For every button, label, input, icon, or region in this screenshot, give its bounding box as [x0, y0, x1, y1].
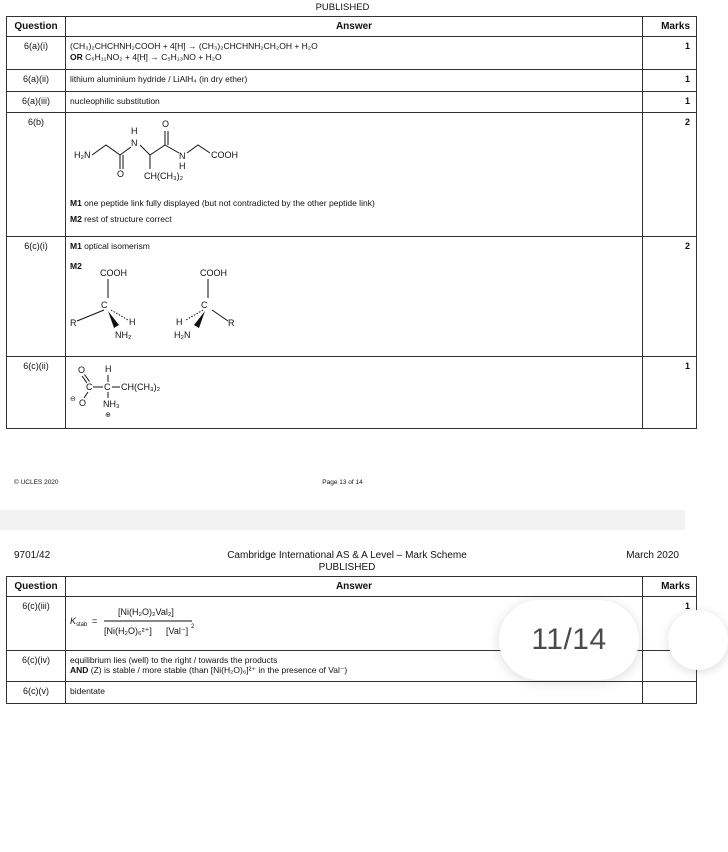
m1-label: M1	[70, 241, 82, 251]
h2n-label: H₂N	[74, 150, 91, 160]
alpha-c: C	[104, 382, 111, 392]
mark-point-2	[70, 214, 638, 225]
page-indicator-pill[interactable]	[499, 600, 639, 680]
question-number: 6(c)(iv)	[7, 650, 66, 681]
marks-value: 2	[643, 237, 697, 357]
question-number: 6(c)(iii)	[7, 597, 66, 651]
amide-n-2: N	[179, 151, 186, 161]
table-row	[7, 237, 697, 357]
double-bond-oxygen: O	[78, 365, 86, 375]
isomer1-nh2: NH₂	[115, 330, 132, 341]
answer-table-page-13	[6, 16, 697, 429]
amide-n-1: N	[131, 138, 138, 148]
table-row	[7, 70, 697, 92]
answer-cell	[66, 237, 643, 357]
isomer1-r: R	[70, 318, 77, 329]
answer-text: nucleophilic substitution	[66, 92, 643, 113]
mark-point-1	[70, 241, 638, 252]
marks-value	[643, 681, 697, 703]
question-number: 6(b)	[7, 113, 66, 237]
zwitterion-structure	[70, 361, 210, 421]
syllabus-code: 9701/42	[14, 550, 51, 561]
answer-cell	[66, 357, 643, 429]
m1-text: optical isomerism	[81, 241, 150, 251]
question-number: 6(a)(iii)	[7, 92, 66, 113]
copyright-footer: © UCLES 2020	[14, 479, 59, 486]
marks-value: 1	[643, 597, 697, 651]
side-chain-label: CH(CH₃)₂	[144, 171, 184, 181]
ammonium-label: NH₃	[103, 399, 120, 409]
or-keyword: OR	[70, 51, 83, 62]
table-row	[7, 113, 697, 237]
marks-header: Marks	[643, 17, 697, 37]
m1-text: one peptide link fully displayed (but not contradicted by the other peptide link)	[81, 197, 375, 208]
ligand-exponent: 2	[191, 624, 195, 630]
marks-value: 2	[643, 113, 697, 237]
isomer2-cooh: COOH	[200, 268, 227, 279]
equation-line: (CH₃)₂CHCHNH₂COOH + 4[H] → (CH₃)₂CHCHNH₂CH₂OH + H₂O	[70, 41, 318, 51]
isomer2-h: H	[176, 317, 183, 328]
page-indicator-label: 11/14	[531, 623, 607, 656]
alpha-h: H	[105, 364, 112, 374]
isomer1-c: C	[101, 300, 108, 311]
next-page-button[interactable]	[668, 610, 728, 670]
answer-line-2-text: (Z) is stable / more stable (than [Ni(H₂O)₆]²⁺ in the presence of Val⁻)	[88, 665, 348, 676]
mark-scheme-page-14	[0, 530, 690, 852]
amide-h-2: H	[179, 161, 186, 171]
marks-value: 1	[643, 92, 697, 113]
question-header: Question	[7, 17, 66, 37]
document-title	[0, 550, 694, 574]
isomer1-cooh: COOH	[100, 268, 127, 279]
m2-text: rest of structure correct	[81, 214, 172, 225]
marks-value: 1	[643, 70, 697, 92]
amide-h-1: H	[131, 126, 138, 136]
table-header-row	[7, 17, 697, 37]
page-gap	[0, 510, 685, 530]
marks-header: Marks	[643, 577, 697, 597]
m2-label: M2	[70, 260, 82, 271]
isomer2-r: R	[228, 318, 235, 329]
and-keyword: AND	[70, 665, 89, 676]
question-number: 6(a)(ii)	[7, 70, 66, 92]
marks-value: 1	[643, 357, 697, 429]
tripeptide-structure	[70, 115, 370, 183]
answer-text: bidentate	[66, 681, 643, 703]
k-symbol: K	[70, 616, 77, 626]
title-line: Cambridge International AS & A Level – Mark Scheme	[227, 550, 467, 561]
table-row	[7, 357, 697, 429]
answer-cell	[66, 37, 643, 70]
marks-value: 1	[643, 37, 697, 70]
table-row	[7, 92, 697, 113]
question-number: 6(c)(i)	[7, 237, 66, 357]
isomer2-h2n: H₂N	[174, 330, 191, 341]
k-subscript: stab	[76, 622, 88, 628]
answer-cell	[66, 113, 643, 237]
carbonyl-oxygen-2: O	[162, 119, 170, 129]
alternative-equation	[70, 52, 638, 63]
table-row	[7, 681, 697, 703]
session-date: March 2020	[626, 550, 679, 561]
minus-charge: ⊖	[70, 396, 76, 403]
carboxyl-label: COOH	[211, 150, 238, 160]
answer-header: Answer	[66, 17, 643, 37]
question-number: 6(a)(i)	[7, 37, 66, 70]
numerator: [Ni(H₂O)₂Val₂]	[118, 607, 174, 617]
kstab-expression	[70, 601, 230, 643]
answer-line-1: equilibrium lies (well) to the right / towards the products	[70, 654, 278, 665]
equals-sign: =	[92, 616, 98, 626]
optical-isomers-diagram	[70, 268, 270, 342]
published-label: PUBLISHED	[315, 2, 370, 13]
table-header-row	[7, 577, 697, 597]
single-bond-oxygen: O	[79, 398, 87, 408]
answer-header: Answer	[66, 577, 643, 597]
side-chain-label: CH(CH₃)₂	[121, 382, 161, 392]
question-header: Question	[7, 577, 66, 597]
carboxylate-c: C	[86, 382, 93, 392]
answer-text: lithium aluminium hydride / LiAlH₄ (in dry ether)	[66, 70, 643, 92]
isomer2-c: C	[201, 300, 208, 311]
plus-charge: ⊕	[105, 412, 111, 419]
denominator-ligand: [Val⁻]	[166, 626, 189, 636]
denominator-complex: [Ni(H₂O)₆²⁺]	[104, 626, 152, 636]
question-number: 6(c)(v)	[7, 681, 66, 703]
alt-equation-text: C₅H₁₁NO₂ + 4[H] → C₅H₁₃NO + H₂O	[82, 51, 222, 62]
question-number: 6(c)(ii)	[7, 357, 66, 429]
m1-label: M1	[70, 197, 82, 208]
mark-point-1	[70, 198, 638, 209]
carbonyl-oxygen-1: O	[117, 169, 125, 179]
table-row	[7, 37, 697, 70]
page-number-footer: Page 13 of 14	[322, 479, 363, 486]
published-label: PUBLISHED	[318, 562, 376, 573]
m2-label: M2	[70, 214, 82, 225]
isomer1-h: H	[129, 317, 136, 328]
